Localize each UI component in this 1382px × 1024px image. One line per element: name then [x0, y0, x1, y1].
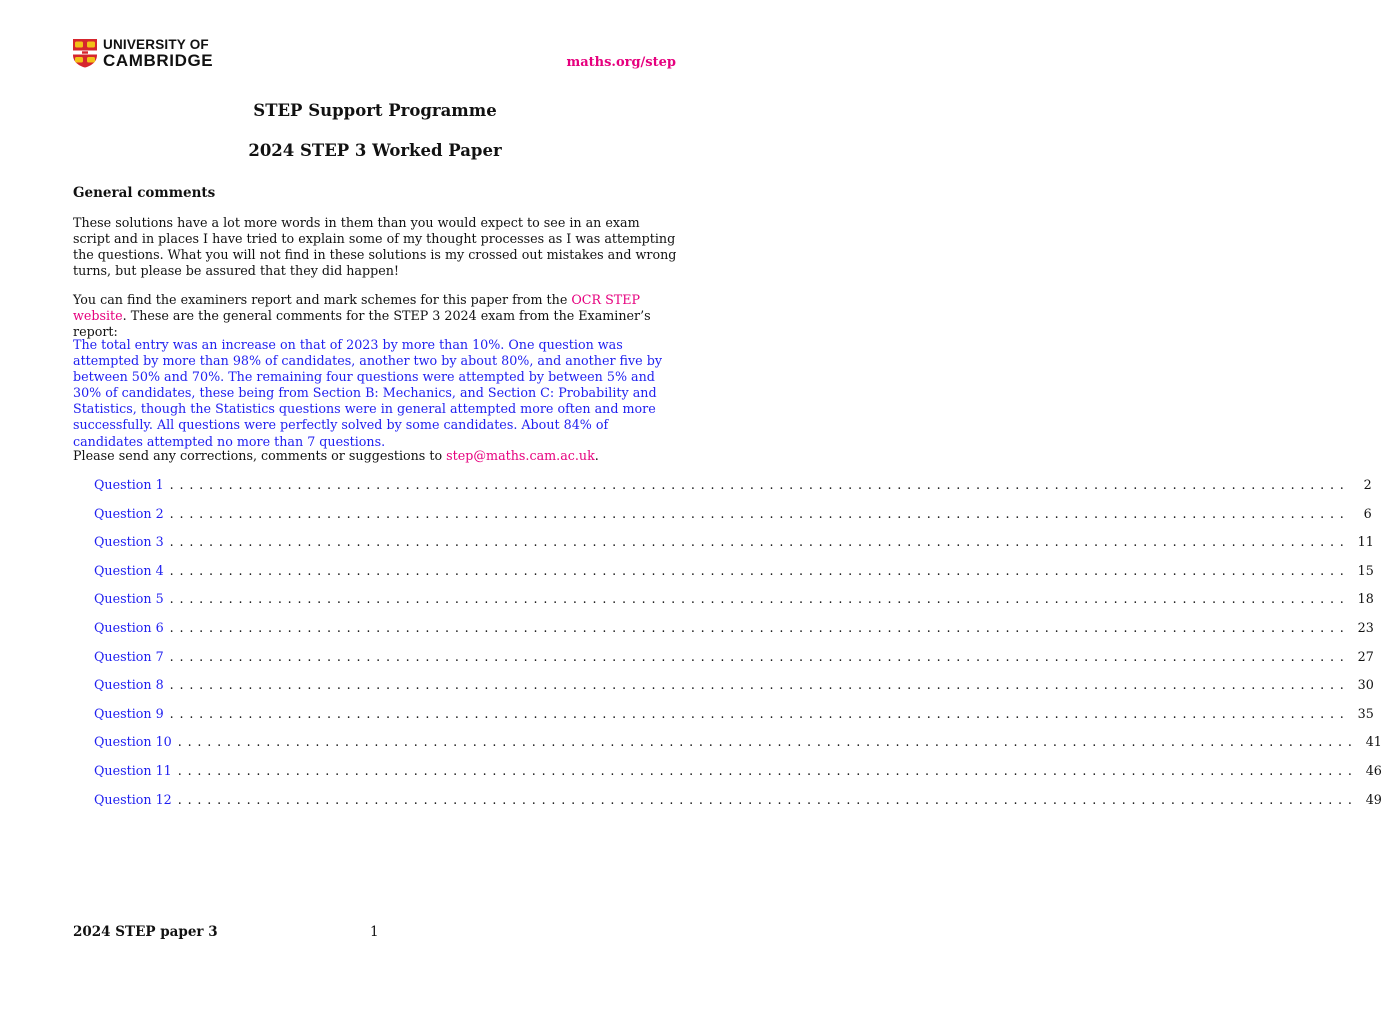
footer-page-number: 1	[370, 924, 379, 940]
toc-row-question-6	[94, 619, 1374, 649]
toc-dot-leader: ........................................................................................................................	[177, 762, 1358, 778]
footer-paper-title: 2024 STEP paper 3	[73, 924, 218, 940]
toc-row-question-4	[94, 562, 1374, 592]
toc-dot-leader: ........................................................................................................................	[169, 505, 1350, 521]
general-comments-heading: General comments	[73, 185, 216, 201]
toc-row-question-10	[94, 734, 1382, 763]
toc-dot-leader: ........................................................................................................................	[169, 648, 1350, 664]
university-logo	[72, 38, 213, 69]
table-of-contents	[94, 477, 1382, 820]
corrections-text: Please send any corrections, comments or suggestions to	[73, 448, 447, 463]
toc-dot-leader: ........................................................................................................................	[169, 705, 1350, 721]
ocr-step-website-link[interactable]: OCR STEP website	[73, 292, 641, 324]
logo-line-cambridge: CAMBRIDGE	[103, 50, 214, 70]
toc-page-number: 41	[1365, 734, 1382, 750]
toc-page-number: 18	[1357, 591, 1374, 607]
toc-link-question-11[interactable]: Question 11	[94, 762, 172, 778]
toc-row-question-12	[94, 791, 1382, 821]
toc-row-question-7	[94, 648, 1374, 678]
toc-dot-leader: ........................................................................................................................	[177, 734, 1358, 750]
toc-page-number: 15	[1357, 562, 1374, 578]
toc-row-question-9	[94, 705, 1374, 735]
toc-dot-leader: ........................................................................................................................	[169, 619, 1350, 635]
corrections-paragraph	[73, 448, 679, 464]
page-subtitle: 2024 STEP 3 Worked Paper	[248, 141, 502, 160]
email-link[interactable]: step@maths.cam.ac.uk	[446, 448, 595, 463]
toc-link-question-8[interactable]: Question 8	[94, 677, 164, 693]
university-crest-icon	[72, 38, 98, 68]
toc-row-question-2	[94, 505, 1372, 535]
examiners-report-paragraph	[73, 292, 679, 340]
toc-link-question-1[interactable]: Question 1	[94, 477, 164, 492]
page-title: STEP Support Programme	[253, 101, 497, 120]
maths-org-step-link[interactable]: maths.org/step	[566, 55, 676, 70]
toc-link-question-10[interactable]: Question 10	[94, 734, 172, 750]
report-text-after-link: . These are the general comments for the STEP 3 2024 exam from the Examiner’s report:	[73, 308, 651, 340]
logo-line-university: UNIVERSITY OF	[103, 37, 209, 52]
toc-dot-leader: ........................................................................................................................	[169, 677, 1350, 693]
toc-dot-leader: ........................................................................................................................	[169, 534, 1350, 550]
toc-page-number: 2	[1363, 477, 1372, 492]
toc-dot-leader: ........................................................................................................................	[169, 562, 1350, 578]
toc-link-question-2[interactable]: Question 2	[94, 505, 164, 521]
intro-paragraph: These solutions have a lot more words in them than you would expect to see in an exam script and in places I have tried to explain some of my thought processes as I was attempting the questions. What you will not find in these solutions is my crossed out mistakes and wrong turns, but please be assured that they did happen!	[73, 215, 677, 279]
toc-link-question-7[interactable]: Question 7	[94, 648, 164, 664]
toc-page-number: 27	[1357, 648, 1374, 664]
toc-page-number: 23	[1357, 619, 1374, 635]
corrections-end: .	[594, 448, 599, 463]
toc-row-question-8	[94, 677, 1374, 706]
toc-page-number: 35	[1357, 705, 1374, 721]
toc-row-question-1	[94, 477, 1372, 506]
toc-dot-leader: ........................................................................................................................	[169, 477, 1350, 492]
toc-page-number: 6	[1363, 505, 1372, 521]
toc-page-number: 11	[1357, 534, 1374, 550]
toc-page-number: 30	[1357, 677, 1374, 693]
toc-link-question-12[interactable]: Question 12	[94, 791, 172, 807]
toc-page-number: 46	[1365, 762, 1382, 778]
toc-dot-leader: ........................................................................................................................	[177, 791, 1358, 807]
toc-link-question-9[interactable]: Question 9	[94, 705, 164, 721]
toc-row-question-3	[94, 534, 1374, 563]
report-text-before-link: You can find the examiners report and mark schemes for this paper from the	[73, 292, 572, 307]
toc-link-question-5[interactable]: Question 5	[94, 591, 164, 607]
toc-link-question-6[interactable]: Question 6	[94, 619, 164, 635]
toc-link-question-4[interactable]: Question 4	[94, 562, 164, 578]
toc-page-number: 49	[1365, 791, 1382, 807]
toc-dot-leader: ........................................................................................................................	[169, 591, 1350, 607]
toc-row-question-11	[94, 762, 1382, 792]
toc-link-question-3[interactable]: Question 3	[94, 534, 164, 550]
examiner-quote: The total entry was an increase on that of 2023 by more than 10%. One question was attempted by more than 98% of candidates, another two by about 80%, and another five by between 50% and 70%. The remaining four questions were attempted by between 5% and 30% of candidates, these being from Section B: Mechanics, and Section C: Probability and Statistics, though the Statistics questions were in general attempted more often and more successfully. All questions were perfectly solved by some candidates. About 84% of candidates attempted no more than 7 questions.	[73, 337, 663, 449]
toc-row-question-5	[94, 591, 1374, 620]
